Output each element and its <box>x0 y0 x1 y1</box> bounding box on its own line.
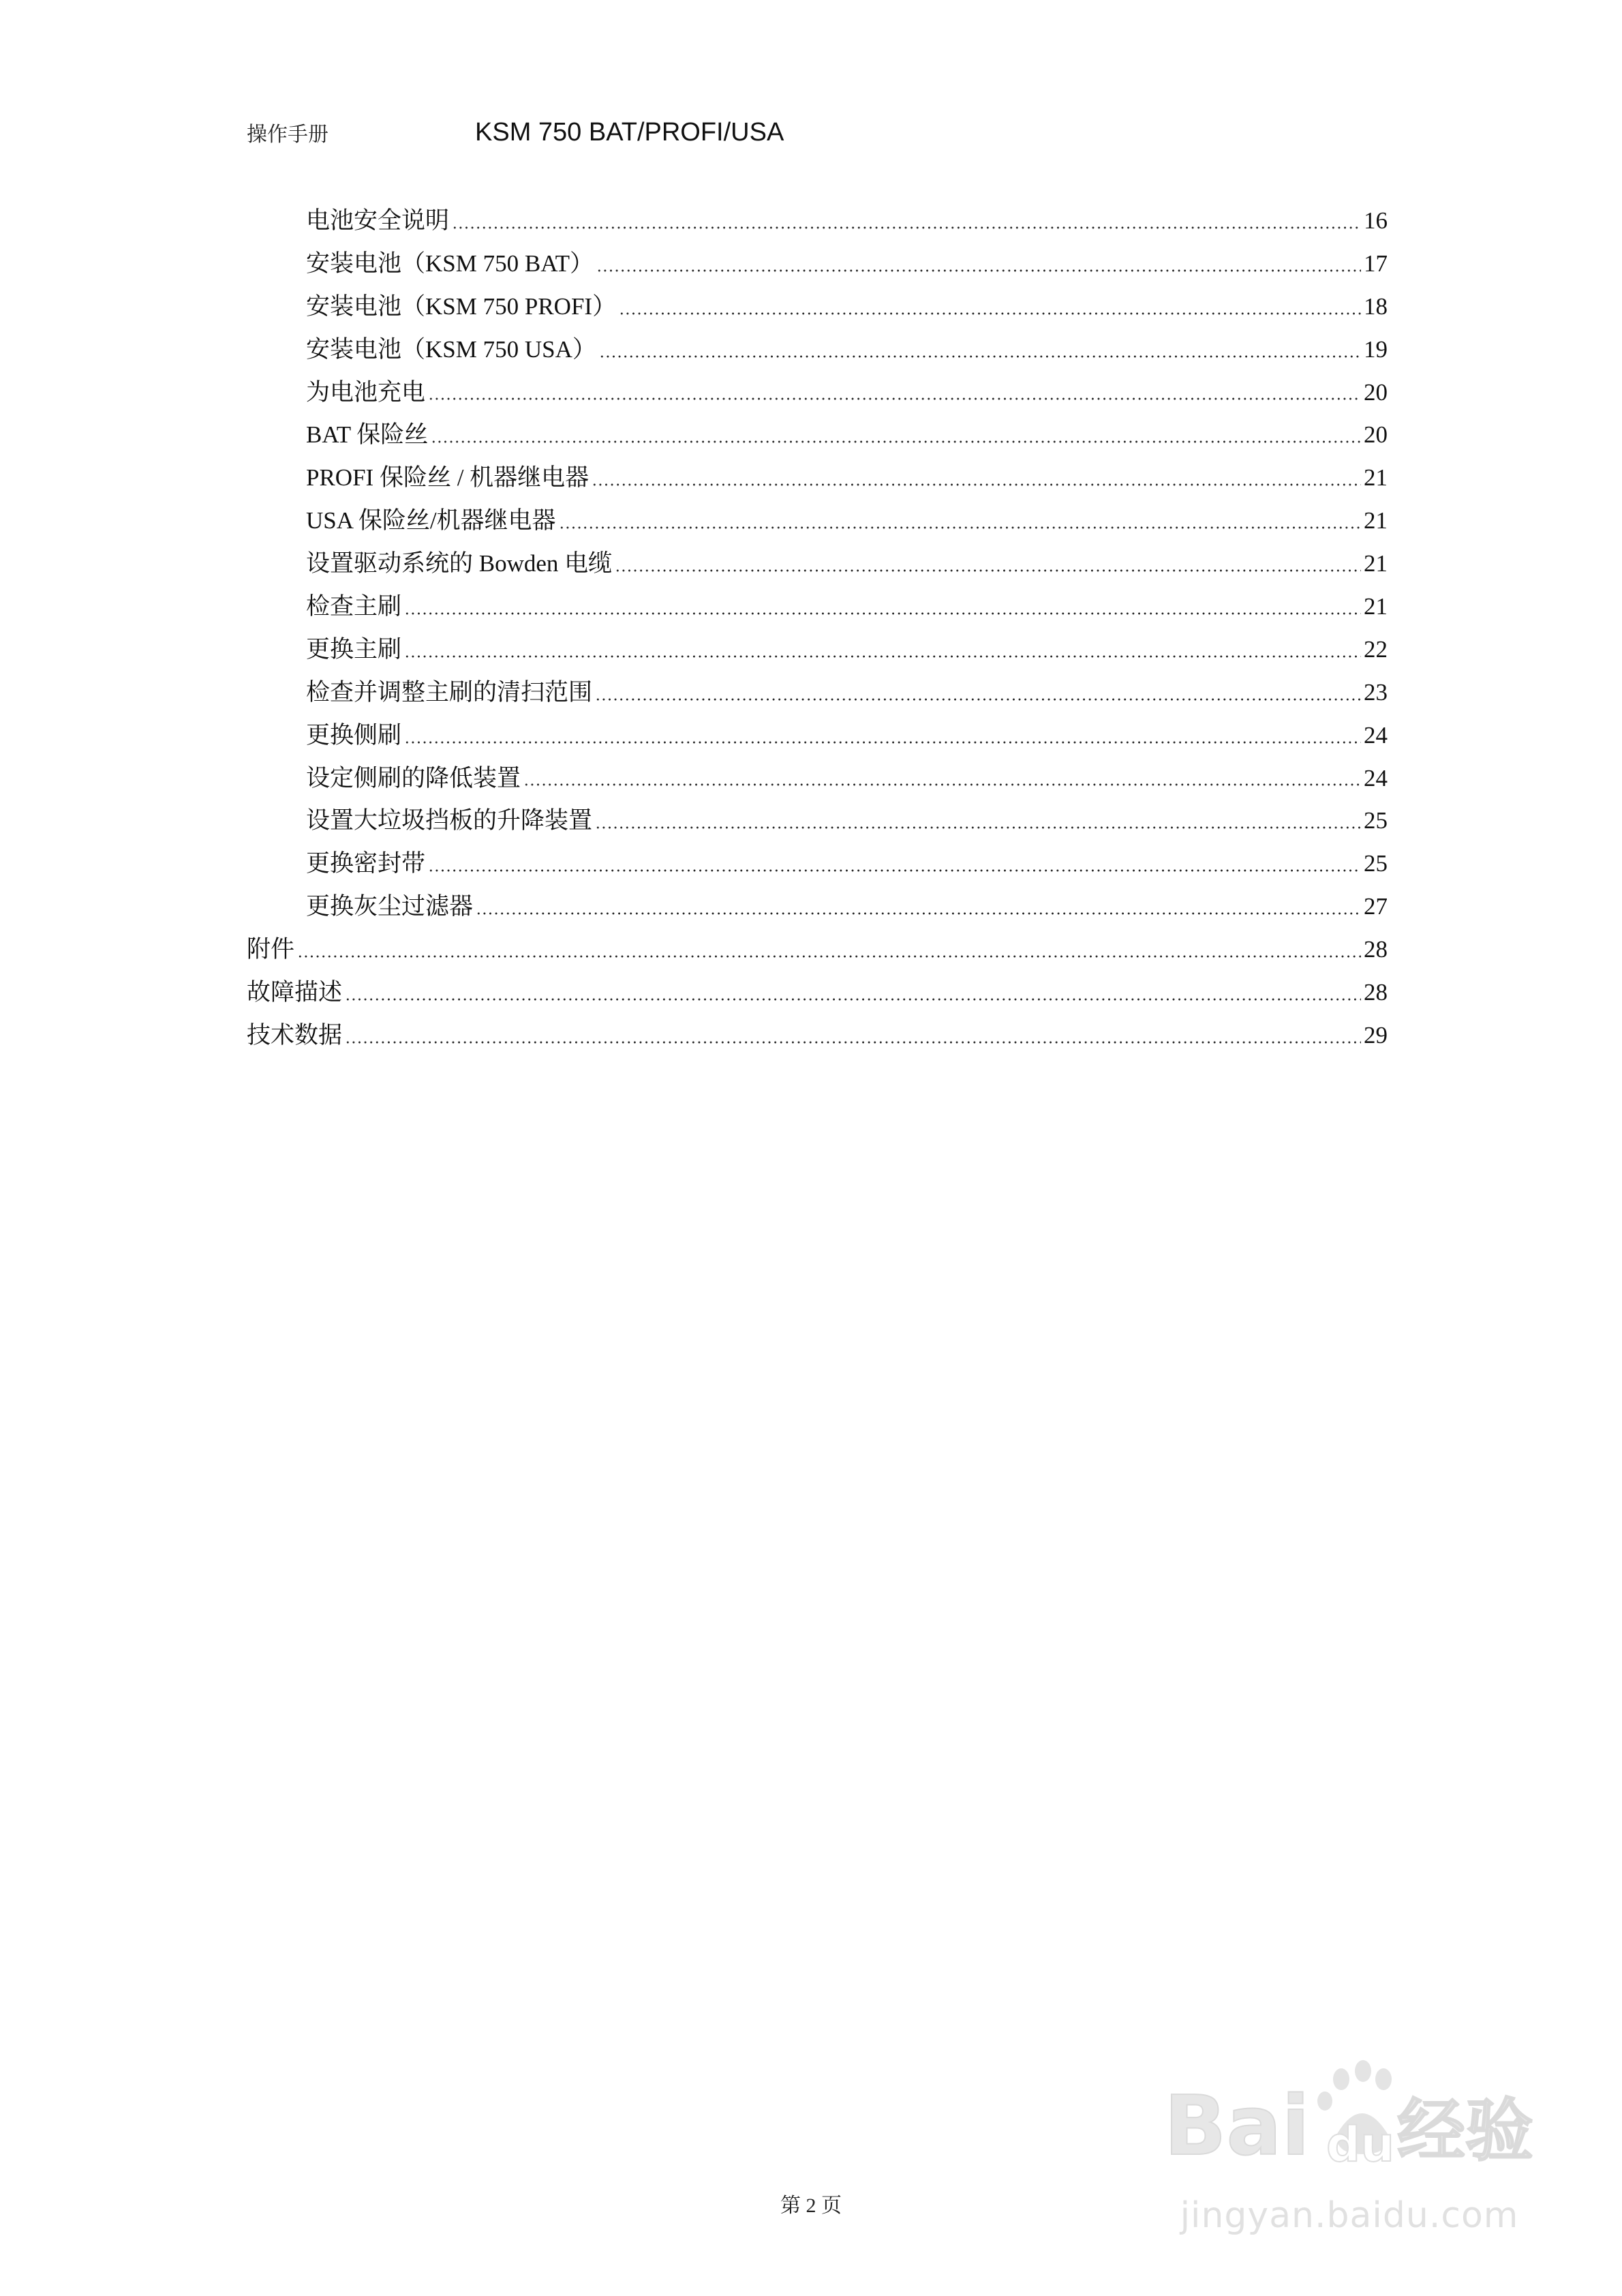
toc-entry-title: 更换侧刷 <box>306 721 402 749</box>
toc-entry-title: 故障描述 <box>247 978 343 1006</box>
toc-leader-dots <box>428 868 1361 873</box>
toc-entry[interactable] <box>247 842 1388 885</box>
toc-entry-page: 25 <box>1364 850 1388 877</box>
toc-entry-title: 电池安全说明 <box>306 207 450 234</box>
toc-leader-dots <box>596 269 1361 273</box>
toc-entry-page: 27 <box>1364 893 1388 920</box>
toc-leader-dots <box>595 826 1361 830</box>
toc-entry-title: 设置驱动系统的 Bowden 电缆 <box>306 550 613 577</box>
toc-entry-page: 25 <box>1364 807 1388 834</box>
toc-entry-title: 检查并调整主刷的清扫范围 <box>306 678 593 706</box>
page-header <box>247 115 784 150</box>
toc-entry-title: PROFI 保险丝 / 机器继电器 <box>306 464 590 492</box>
toc-entry-title: 为电池充电 <box>306 378 426 406</box>
toc-entry-page: 16 <box>1364 207 1388 234</box>
svg-text:Bai: Bai <box>1164 2079 1310 2174</box>
toc-entry-page: 24 <box>1364 764 1388 791</box>
toc-entry-title: 安装电池（KSM 750 PROFI） <box>306 292 617 320</box>
toc-leader-dots <box>595 697 1361 701</box>
toc-entry-title: 技术数据 <box>247 1021 343 1048</box>
toc-entry[interactable] <box>247 885 1388 928</box>
toc-leader-dots <box>345 1040 1361 1044</box>
toc-leader-dots <box>452 226 1361 230</box>
toc-entry-page: 21 <box>1364 507 1388 534</box>
toc-entry-title: 附件 <box>247 936 295 963</box>
toc-entry-page: 23 <box>1364 678 1388 706</box>
toc-entry-title: 检查主刷 <box>306 592 402 620</box>
svg-text:du: du <box>1326 2117 1394 2173</box>
toc-entry[interactable] <box>247 413 1388 456</box>
watermark-url: jingyan.baidu.com <box>1180 2195 1519 2236</box>
toc-entry[interactable] <box>247 628 1388 671</box>
toc-entry[interactable] <box>247 671 1388 714</box>
toc-entry-title: 更换主刷 <box>306 635 402 663</box>
baidu-logo <box>1159 2052 1540 2188</box>
toc-leader-dots <box>476 911 1361 916</box>
toc-leader-dots <box>592 483 1361 487</box>
toc-leader-dots <box>428 397 1361 401</box>
toc-entry-title: 安装电池（KSM 750 BAT） <box>306 250 594 277</box>
toc-leader-dots <box>523 783 1361 787</box>
toc-leader-dots <box>599 354 1361 359</box>
toc-entry[interactable] <box>247 285 1388 328</box>
toc-entry-page: 21 <box>1364 550 1388 577</box>
toc-entry-page: 29 <box>1364 1021 1388 1048</box>
toc-entry[interactable] <box>247 199 1388 242</box>
table-of-contents <box>247 199 1388 1057</box>
toc-entry[interactable] <box>247 585 1388 628</box>
svg-text:经验: 经验 <box>1397 2091 1533 2171</box>
manual-label: 操作手册 <box>247 123 328 147</box>
toc-entry-page: 20 <box>1364 378 1388 406</box>
toc-entry[interactable] <box>247 799 1388 842</box>
toc-entry-page: 22 <box>1364 635 1388 663</box>
toc-entry[interactable] <box>247 971 1388 1014</box>
toc-leader-dots <box>404 611 1361 616</box>
toc-entry-page: 20 <box>1364 421 1388 449</box>
toc-entry-title: 设置大垃圾挡板的升降装置 <box>306 807 593 834</box>
toc-entry-page: 24 <box>1364 721 1388 749</box>
toc-leader-dots <box>619 312 1361 316</box>
toc-entry[interactable] <box>247 757 1388 800</box>
toc-entry[interactable] <box>247 242 1388 285</box>
toc-entry[interactable] <box>247 1014 1388 1057</box>
toc-entry-title: BAT 保险丝 <box>306 421 429 449</box>
toc-entry-title: 安装电池（KSM 750 USA） <box>306 335 596 363</box>
toc-leader-dots <box>345 997 1361 1001</box>
toc-entry-title: 设定侧刷的降低装置 <box>306 764 521 791</box>
toc-entry-page: 28 <box>1364 978 1388 1006</box>
toc-entry[interactable] <box>247 499 1388 542</box>
page-number: 第 2 页 <box>780 2194 842 2217</box>
toc-entry-title: USA 保险丝/机器继电器 <box>306 507 556 534</box>
toc-entry-page: 18 <box>1364 292 1388 320</box>
toc-leader-dots <box>404 740 1361 744</box>
toc-entry-page: 21 <box>1364 592 1388 620</box>
toc-leader-dots <box>559 526 1361 530</box>
toc-entry-title: 更换灰尘过滤器 <box>306 893 474 920</box>
toc-entry[interactable] <box>247 456 1388 499</box>
baidu-jingyan-watermark <box>1159 2052 1540 2256</box>
toc-leader-dots <box>404 654 1361 659</box>
toc-entry-page: 28 <box>1364 936 1388 963</box>
toc-leader-dots <box>297 954 1361 958</box>
toc-entry-page: 19 <box>1364 335 1388 363</box>
toc-entry[interactable] <box>247 928 1388 971</box>
toc-entry-page: 17 <box>1364 250 1388 277</box>
toc-leader-dots <box>431 440 1361 444</box>
toc-entry-title: 更换密封带 <box>306 850 426 877</box>
toc-entry-page: 21 <box>1364 464 1388 492</box>
toc-leader-dots <box>615 569 1361 573</box>
toc-entry[interactable] <box>247 328 1388 371</box>
model-title: KSM 750 BAT/PROFI/USA <box>475 117 784 147</box>
toc-entry[interactable] <box>247 714 1388 757</box>
toc-entry[interactable] <box>247 542 1388 585</box>
toc-entry[interactable] <box>247 371 1388 414</box>
